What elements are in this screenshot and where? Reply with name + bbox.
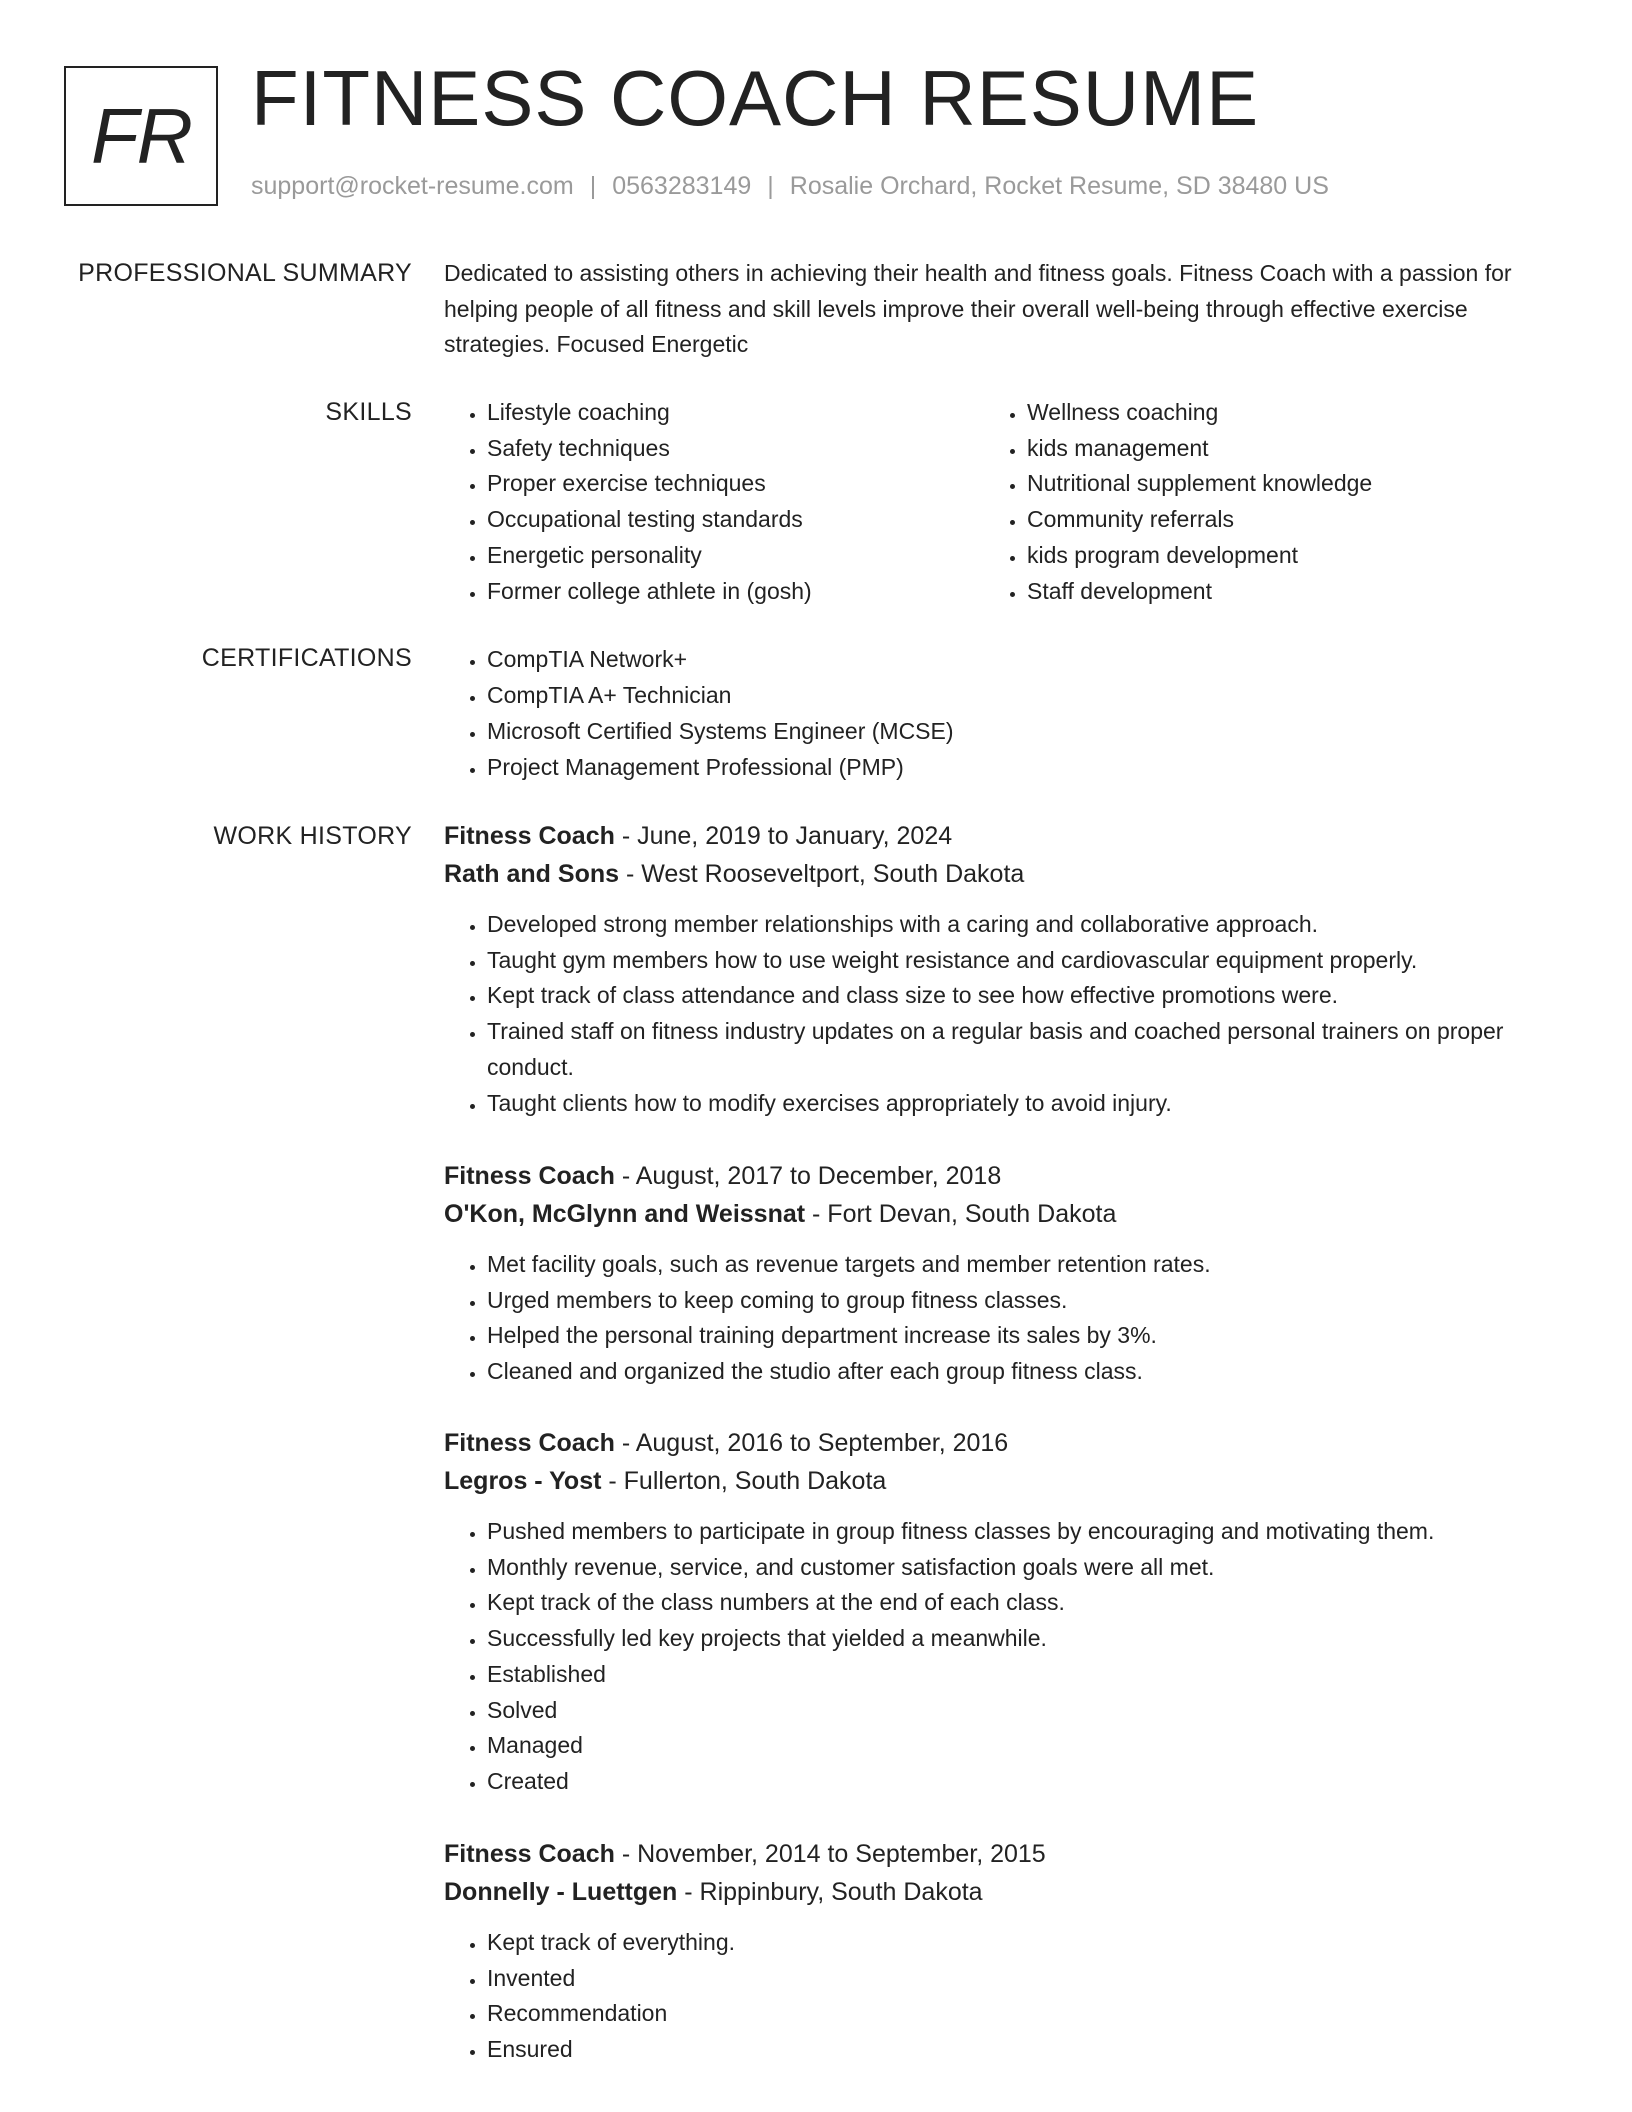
section-label-summary: PROFESSIONAL SUMMARY (78, 259, 412, 287)
job-title: Fitness Coach (444, 822, 615, 850)
job-title-line (444, 1835, 1046, 1873)
job-entry (444, 1835, 1046, 2068)
job-bullet-item: • Managed (487, 1728, 1434, 1764)
job-location: - Fullerton, South Dakota (601, 1467, 887, 1495)
certification-item: • CompTIA A+ Technician (487, 677, 1524, 713)
job-bullet-item: • Pushed members to participate in group fitness classes by encouraging and motivating them. (487, 1514, 1434, 1550)
job-bullet-item: • Successfully led key projects that yielded a meanwhile. (487, 1621, 1434, 1657)
certification-item: • Microsoft Certified Systems Engineer (MCSE) (487, 713, 1524, 749)
job-bullets (444, 1247, 1211, 1390)
job-bullet-item: • Developed strong member relationships with a caring and collaborative approach. (487, 907, 1524, 943)
job-bullet-item: • Taught gym members how to use weight resistance and cardiovascular equipment properly. (487, 943, 1524, 979)
job-bullet-item: • Cleaned and organized the studio after each group fitness class. (487, 1354, 1211, 1390)
summary-text: Dedicated to assisting others in achieving their health and fitness goals. Fitness Coach with a passion for helping people of all fitness and skill levels improve their overall well-being through effective exercise strategies. Focused Energetic (444, 260, 1512, 358)
job-company: Rath and Sons (444, 860, 620, 888)
contact-separator: | (589, 172, 597, 200)
job-bullet-item: • Met facility goals, such as revenue targets and member retention rates. (487, 1247, 1211, 1283)
section-label-certifications: CERTIFICATIONS (201, 644, 412, 672)
job-bullet-item: • Trained staff on fitness industry updates on a regular basis and coached personal trainers on proper conduct. (487, 1014, 1524, 1085)
job-company: Legros - Yost (444, 1467, 602, 1495)
skill-item: • Nutritional supplement knowledge (1027, 466, 1524, 502)
section-label-skills: SKILLS (325, 398, 412, 426)
contact-email: support@rocket-resume.com (251, 172, 574, 200)
job-title-line (444, 1424, 1434, 1462)
job-bullet-item: • Established (487, 1657, 1434, 1693)
skill-item: • Wellness coaching (1027, 395, 1524, 431)
skill-item: • Energetic personality (487, 538, 984, 574)
job-title: Fitness Coach (444, 1429, 615, 1457)
job-dates: - June, 2019 to January, 2024 (614, 822, 953, 850)
job-company-line (444, 1195, 1211, 1233)
job-bullet-item: • Monthly revenue, service, and customer satisfaction goals were all met. (487, 1550, 1434, 1586)
certifications-list (444, 641, 1524, 785)
skills-section (444, 395, 1524, 609)
job-bullet-item: • Recommendation (487, 1996, 1046, 2032)
certification-item: • Project Management Professional (PMP) (487, 749, 1524, 785)
contact-line (251, 172, 1329, 201)
job-bullet-item: • Urged members to keep coming to group fitness classes. (487, 1283, 1211, 1319)
skills-list-left (444, 395, 984, 609)
job-bullets (444, 907, 1524, 1121)
job-bullet-item: • Kept track of class attendance and class size to see how effective promotions were. (487, 978, 1524, 1014)
job-dates: - August, 2017 to December, 2018 (614, 1162, 1002, 1190)
job-company-line (444, 1462, 1434, 1500)
summary-section (444, 256, 1524, 363)
contact-separator: | (767, 172, 774, 200)
job-entry (444, 1157, 1211, 1390)
job-bullet-item: • Ensured (487, 2032, 1046, 2068)
skill-item: • Lifestyle coaching (487, 395, 984, 431)
job-bullet-item: • Taught clients how to modify exercises appropriately to avoid injury. (487, 1086, 1524, 1122)
job-bullets (444, 1514, 1434, 1800)
job-title: Fitness Coach (444, 1162, 615, 1190)
skill-item: • Occupational testing standards (487, 502, 984, 538)
section-label-work-history: WORK HISTORY (213, 822, 412, 850)
job-bullet-item: • Invented (487, 1961, 1046, 1997)
job-location: - Rippinbury, South Dakota (677, 1878, 983, 1906)
job-location: - West Rooseveltport, South Dakota (619, 860, 1025, 888)
page-title: FITNESS COACH RESUME (251, 54, 1260, 142)
contact-address: Rosalie Orchard, Rocket Resume, SD 38480 US (789, 172, 1329, 200)
job-title-line (444, 1157, 1211, 1195)
skills-list-right (984, 395, 1524, 609)
skill-item: • kids management (1027, 431, 1524, 467)
job-entry (444, 817, 1524, 1121)
skill-item: • Proper exercise techniques (487, 466, 984, 502)
job-bullet-item: • Helped the personal training department increase its sales by 3%. (487, 1318, 1211, 1354)
certification-item: • CompTIA Network+ (487, 641, 1524, 677)
job-title-line (444, 817, 1524, 855)
job-company-line (444, 1873, 1046, 1911)
job-dates: - August, 2016 to September, 2016 (614, 1429, 1009, 1457)
job-location: - Fort Devan, South Dakota (805, 1200, 1117, 1228)
skill-item: • Community referrals (1027, 502, 1524, 538)
skill-item: • Safety techniques (487, 431, 984, 467)
skill-item: • Staff development (1027, 574, 1524, 610)
job-company-line (444, 855, 1524, 893)
job-entry (444, 1424, 1434, 1800)
job-bullets (444, 1925, 1046, 2068)
job-bullet-item: • Created (487, 1764, 1434, 1800)
job-bullet-item: • Kept track of everything. (487, 1925, 1046, 1961)
job-company: O'Kon, McGlynn and Weissnat (444, 1200, 806, 1228)
job-bullet-item: • Kept track of the class numbers at the end of each class. (487, 1585, 1434, 1621)
skill-item: • Former college athlete in (gosh) (487, 574, 984, 610)
job-dates: - November, 2014 to September, 2015 (614, 1840, 1046, 1868)
job-company: Donnelly - Luettgen (444, 1878, 678, 1906)
monogram-logo: FR (64, 66, 218, 206)
skill-item: • kids program development (1027, 538, 1524, 574)
certifications-section (444, 641, 1524, 785)
job-bullet-item: • Solved (487, 1693, 1434, 1729)
job-title: Fitness Coach (444, 1840, 615, 1868)
contact-phone: 0563283149 (612, 172, 752, 200)
